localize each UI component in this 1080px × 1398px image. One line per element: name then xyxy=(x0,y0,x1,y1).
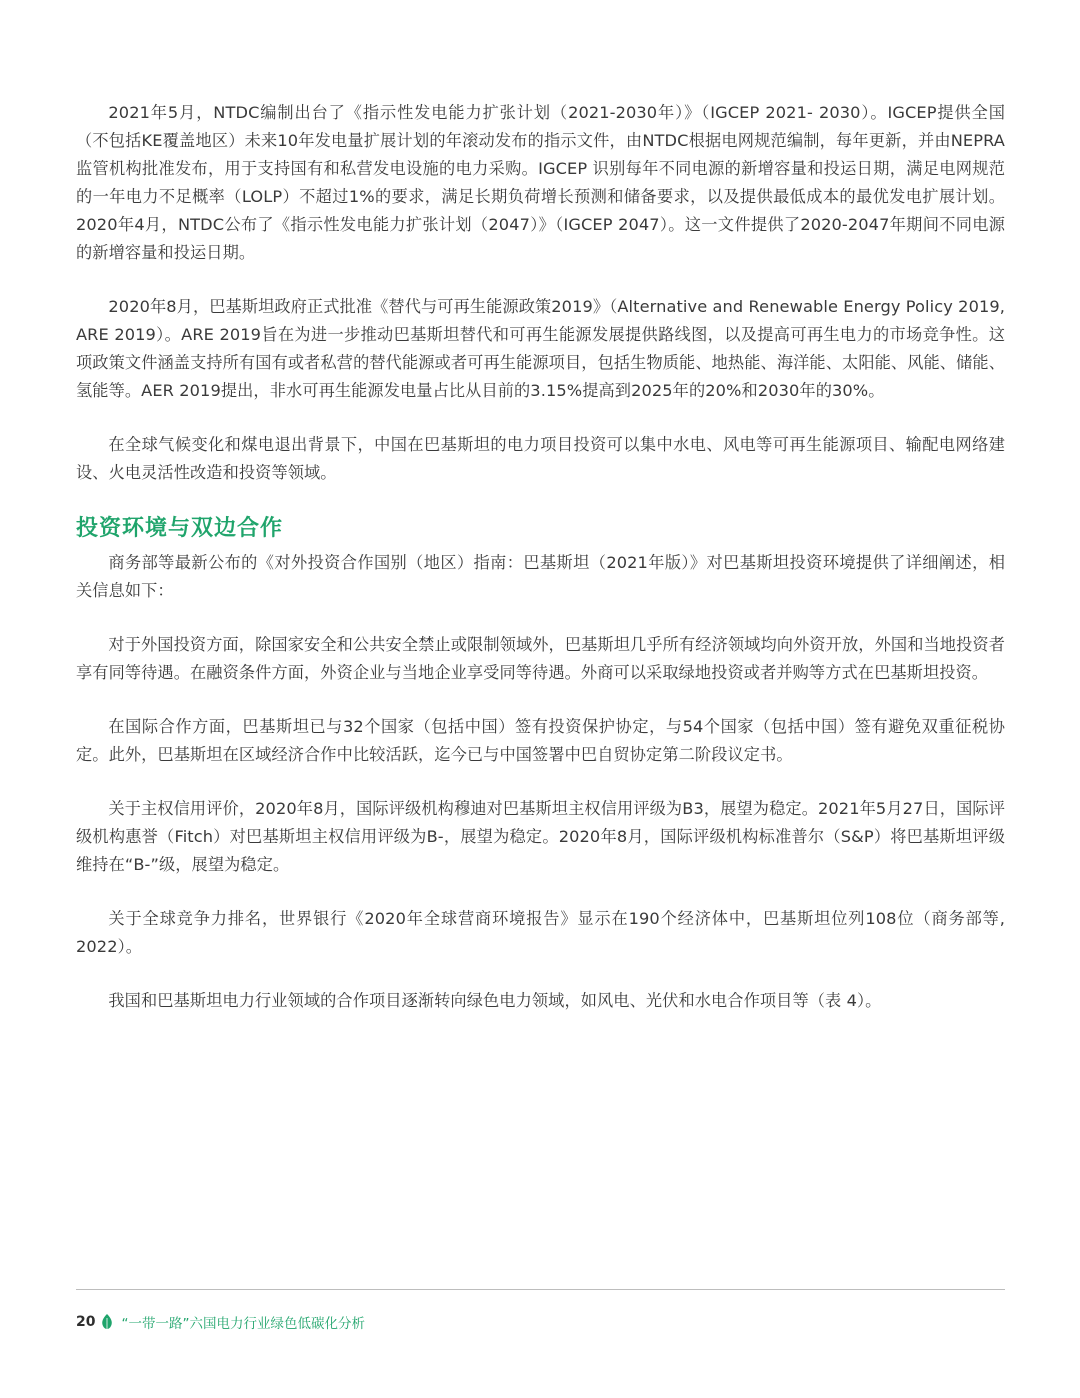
page-number: 20 xyxy=(76,1314,96,1330)
paragraph-competitiveness: 关于全球竞争力排名，世界银行《2020年全球营商环境报告》显示在190个经济体中，巴基斯坦位列108位（商务部等, 2022）。 xyxy=(76,909,1005,956)
paragraph-cooperation-projects: 我国和巴基斯坦电力行业领域的合作项目逐渐转向绿色电力领域，如风电、光伏和水电合作项目等（表 4）。 xyxy=(108,991,882,1010)
paragraph-foreign-investment: 对于外国投资方面，除国家安全和公共安全禁止或限制领域外，巴基斯坦几乎所有经济领域均向外资开放，外国和当地投资者享有同等待遇。在融资条件方面，外资企业与当地企业享受同等待遇。外商可以采取绿地投资或者并购等方式在巴基斯坦投资。 xyxy=(76,635,1005,682)
paragraph-are-policy: 2020年8月，巴基斯坦政府正式批准《替代与可再生能源政策2019》（Alternative and Renewable Energy Policy 2019, ARE 2019）。ARE 2019旨在为进一步推动巴基斯坦替代和可再生能源发展提供路线图，以及提高可再生电力的市场竞争性。这项政策文件涵盖支持所有国有或者私营的替代能源或者可再生能源项目，包括生物质能、地热能、海洋能、太阳能、风能、储能、氢能等。AER 2019提出，非水可再生能源发电量占比从目前的3.15%提高到2025年的20%和2030年的30%。 xyxy=(76,297,1006,400)
page-content xyxy=(76,99,1005,1041)
footer-divider xyxy=(76,1289,1005,1290)
paragraph-investment-focus: 在全球气候变化和煤电退出背景下，中国在巴基斯坦的电力项目投资可以集中水电、风电等可再生能源项目、输配电网络建设、火电灵活性改造和投资等领域。 xyxy=(76,435,1005,482)
paragraph-international-cooperation: 在国际合作方面，巴基斯坦已与32个国家（包括中国）签有投资保护协定，与54个国家（包括中国）签有避免双重征税协定。此外，巴基斯坦在区域经济合作中比较活跃，迄今已与中国签署中巴自贸协定第二阶段议定书。 xyxy=(76,717,1005,764)
paragraph-credit-rating: 关于主权信用评价，2020年8月，国际评级机构穆迪对巴基斯坦主权信用评级为B3，展望为稳定。2021年5月27日，国际评级机构惠誉（Fitch）对巴基斯坦主权信用评级为B-，展望为稳定。2020年8月，国际评级机构标准普尔（S&P）将巴基斯坦评级维持在“B-”级，展望为稳定。 xyxy=(76,799,1005,874)
section-title: 投资环境与双边合作 xyxy=(76,516,284,541)
leaf-icon xyxy=(101,1314,113,1330)
paragraph-igcep: 2021年5月，NTDC编制出台了《指示性发电能力扩张计划（2021-2030年）》（IGCEP 2021- 2030）。IGCEP提供全国（不包括KE覆盖地区）未来10年发电量扩展计划的年滚动发布的指示文件，由NTDC根据电网规范编制，每年更新，并由NEPRA监管机构批准发布，用于支持国有和私营发电设施的电力采购。IGCEP 识别每年不同电源的新增容量和投运日期，满足电网规范的一年电力不足概率（LOLP）不超过1%的要求，满足长期负荷增长预测和储备要求，以及提供最低成本的最优发电扩展计划。2020年4月，NTDC公布了《指示性发电能力扩张计划（2047）》（IGCEP 2047）。这一文件提供了2020-2047年期间不同电源的新增容量和投运日期。 xyxy=(76,103,1005,262)
page-footer xyxy=(76,1311,365,1333)
paragraph-guide-intro: 商务部等最新公布的《对外投资合作国别（地区）指南：巴基斯坦（2021年版）》对巴基斯坦投资环境提供了详细阐述，相关信息如下： xyxy=(76,553,1005,600)
footer-title: “一带一路”六国电力行业绿色低碳化分析 xyxy=(121,1316,365,1332)
